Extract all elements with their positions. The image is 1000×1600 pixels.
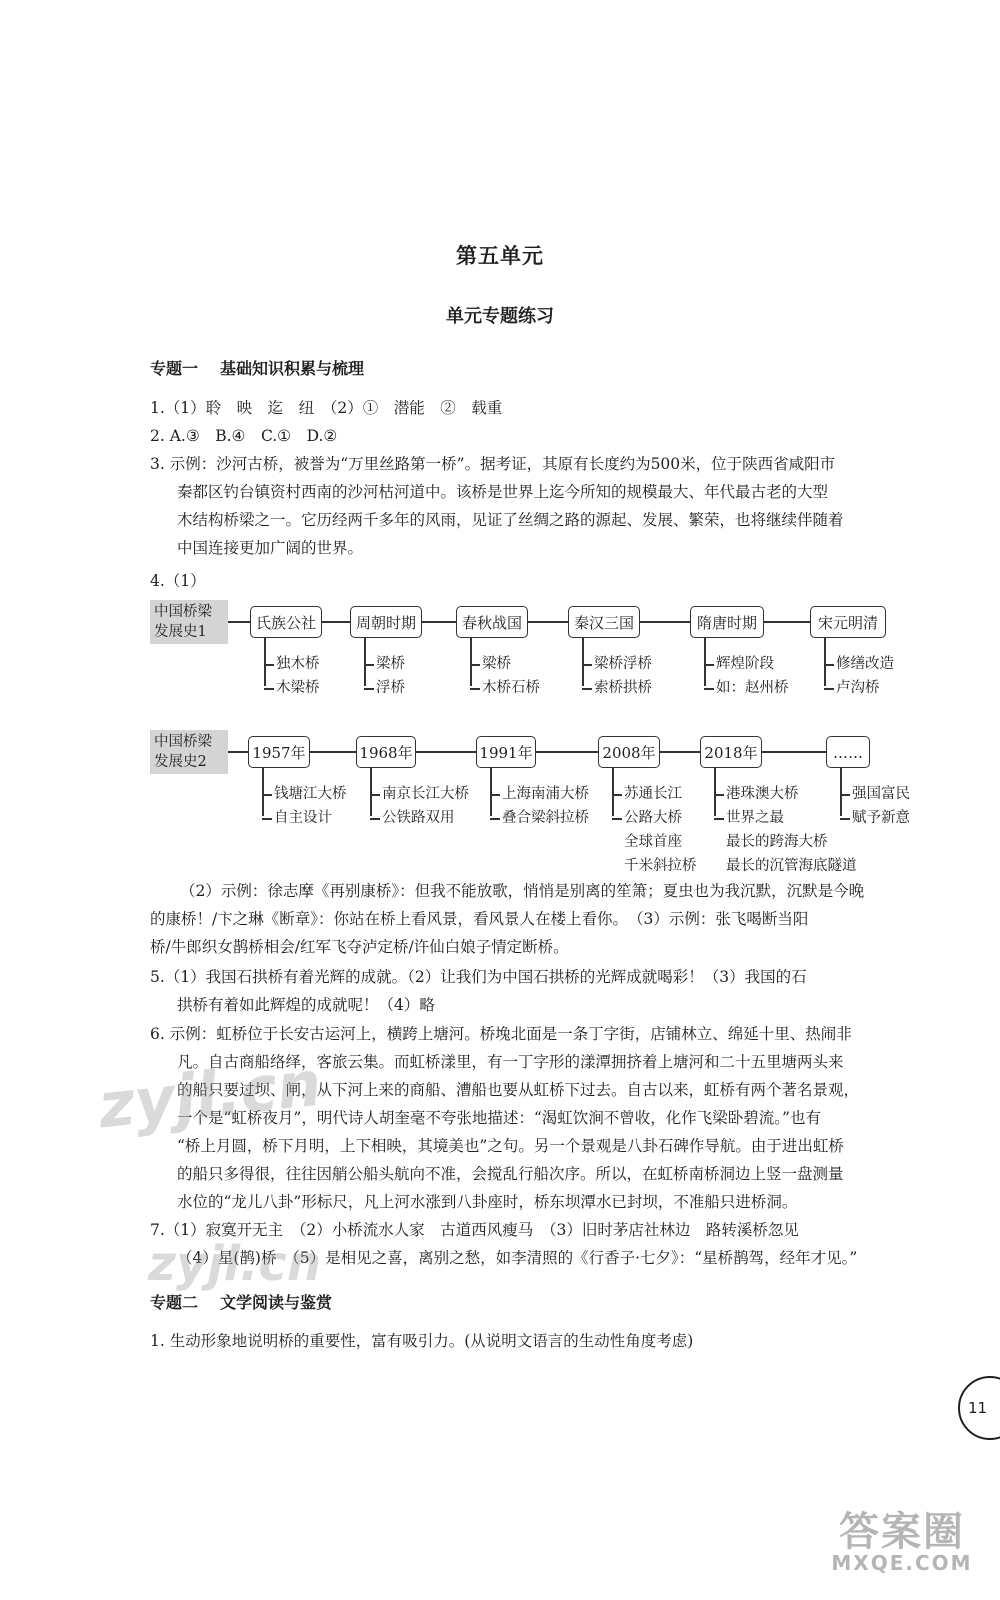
diagram-label: 中国桥梁发展史1 — [150, 600, 228, 644]
corner-logo-url: MXQE.COM — [831, 1551, 973, 1575]
answer-4-rest — [150, 877, 950, 961]
text-line: （4）星(鹊)桥 （5）是相见之喜，离别之愁，如李清照的《行香子·七夕》：“星桥鹊驾，经年才见。” — [177, 1249, 858, 1267]
timeline-sub-item: 梁桥浮桥 — [594, 656, 652, 672]
bridge-history-diagram-2 — [150, 730, 940, 874]
corner-logo-text: 答案圈 — [839, 1509, 965, 1555]
timeline-node: 氏族公社 — [250, 606, 322, 638]
corner-watermark-logo — [812, 1500, 992, 1575]
timeline-sub-item: 木桥石桥 — [482, 680, 540, 696]
timeline-sub-item: 苏通长江 — [624, 786, 682, 802]
section-name: 文学阅读与鉴赏 — [220, 1293, 333, 1312]
timeline-sub-item: 强国富民 — [852, 786, 910, 802]
timeline-sub-item: 世界之最 — [726, 810, 784, 826]
timeline-node: 2008年 — [598, 736, 660, 768]
section-heading-2 — [150, 1290, 332, 1313]
page-number: 11 — [958, 1376, 1000, 1440]
timeline-sub-item: 叠合梁斜拉桥 — [502, 810, 589, 826]
timeline-node: 1957年 — [248, 736, 310, 768]
text-line: 的船只多得很，往往因艄公船头航向不准，会搅乱行船次序。所以，在虹桥南桥洞边上竖一盘测量 — [177, 1165, 844, 1183]
text-line: 7.（1）寂寞开无主 （2）小桥流水人家 古道西风瘦马 （3）旧时茅店社林边 路转溪桥忽见 — [150, 1221, 799, 1239]
timeline-sub-item: 千米斜拉桥 — [624, 858, 697, 874]
answer-3 — [150, 450, 950, 562]
text-line: 6. 示例：虹桥位于长安古运河上，横跨上塘河。桥堍北面是一条丁字街，店铺林立、绵延十里、热闹非 — [150, 1025, 852, 1043]
timeline-sub-item: 自主设计 — [274, 810, 332, 826]
watermark-logo: zyjl.cn — [148, 1236, 321, 1292]
timeline-node: 1991年 — [476, 736, 536, 768]
text-line: “桥上月圆，桥下月明，上下相映，其境美也”之句。另一个景观是八卦石碑作导航。由于进出虹桥 — [177, 1137, 844, 1155]
timeline-sub-item: 浮桥 — [376, 680, 405, 696]
section-number: 专题二 — [150, 1293, 199, 1312]
timeline-sub-item: 公铁路双用 — [382, 810, 455, 826]
answer-5 — [150, 963, 950, 1019]
timeline-sub-item: 港珠澳大桥 — [726, 786, 799, 802]
timeline-node: 2018年 — [700, 736, 762, 768]
timeline-sub-item: 索桥拱桥 — [594, 680, 652, 696]
timeline-sub-item: 梁桥 — [482, 656, 511, 672]
timeline-sub-item: 梁桥 — [376, 656, 405, 672]
text-line: 秦都区钓台镇资村西南的沙河枯河道中。该桥是世界上迄今所知的规模最大、年代最古老的大型 — [177, 483, 829, 501]
text-line: 一个是“虹桥夜月”，明代诗人胡奎毫不夸张地描述：“渴虹饮涧不曾收，化作飞梁卧碧流。”也有 — [177, 1109, 821, 1127]
timeline-sub-item: 如：赵州桥 — [716, 680, 789, 696]
timeline-sub-item: 上海南浦大桥 — [502, 786, 589, 802]
text-line: 凡。自古商船络绎，客旅云集。而虹桥漾里，有一丁字形的漾潭拥挤着上塘河和二十五里塘两头来 — [177, 1053, 844, 1071]
bridge-history-diagram-1 — [150, 600, 940, 710]
section2-answer-1: 1. 生动形象地说明桥的重要性，富有吸引力。(从说明文语言的生动性角度考虑) — [150, 1332, 694, 1350]
timeline-sub-item: 最长的沉管海底隧道 — [726, 858, 857, 874]
answer-4-label: 4.（1） — [150, 572, 206, 590]
timeline-sub-item: 公路大桥 — [624, 810, 682, 826]
timeline-sub-item: 卢沟桥 — [836, 680, 880, 696]
text-line: （2）示例：徐志摩《再别康桥》：但我不能放歌，悄悄是别离的笙箫；夏虫也为我沉默，沉默是今晚 — [180, 882, 865, 900]
timeline-node: 1968年 — [356, 736, 416, 768]
text-line: 中国连接更加广阔的世界。 — [177, 539, 364, 557]
timeline-sub-item: 赋予新意 — [852, 810, 910, 826]
timeline-sub-item: 钱塘江大桥 — [274, 786, 347, 802]
answer-1: 1.（1）聆 映 迄 纽 （2）① 潜能 ② 载重 — [150, 399, 503, 417]
text-line: 3. 示例：沙河古桥，被誉为“万里丝路第一桥”。据考证，其原有长度约为500米，位于陕西省咸阳市 — [150, 455, 836, 473]
timeline-sub-item: 修缮改造 — [836, 656, 894, 672]
timeline-node: 春秋战国 — [456, 606, 528, 638]
diagram-label: 中国桥梁发展史2 — [150, 730, 228, 774]
text-line: 5.（1）我国石拱桥有着光辉的成就。（2）让我们为中国石拱桥的光辉成就喝彩！（3）我国的石 — [150, 968, 807, 986]
section-heading-1 — [150, 356, 364, 379]
text-line: 桥/牛郎织女鹊桥相会/红军飞夺泸定桥/许仙白娘子情定断桥。 — [150, 938, 569, 956]
timeline-node: 周朝时期 — [350, 606, 422, 638]
text-line: 的康桥！/卞之琳《断章》：你站在桥上看风景，看风景人在楼上看你。 （3）示例：张飞喝断当阳 — [150, 910, 809, 928]
text-line: 水位的“龙儿八卦”形标尺，凡上河水涨到八卦座时，桥东坝潭水已封坝，不准船只进桥洞。 — [177, 1193, 798, 1211]
timeline-sub-item: 独木桥 — [276, 656, 320, 672]
unit-title: 第五单元 — [456, 243, 544, 268]
timeline-sub-item: 木梁桥 — [276, 680, 320, 696]
text-line: 的船只要过坝、闸，从下河上来的商船、漕船也要从虹桥下过去。自古以来，虹桥有两个著名景观， — [177, 1081, 860, 1099]
timeline-node: 宋元明清 — [810, 606, 886, 638]
timeline-node: 隋唐时期 — [690, 606, 764, 638]
timeline-node: …… — [826, 736, 870, 768]
section-name: 基础知识积累与梳理 — [220, 359, 365, 378]
timeline-node: 秦汉三国 — [568, 606, 640, 638]
timeline-sub-item: 辉煌阶段 — [716, 656, 774, 672]
watermark-logo: zyjl.cn — [94, 1046, 325, 1143]
text-line: 拱桥有着如此辉煌的成就呢！（4）略 — [177, 996, 435, 1014]
unit-subtitle: 单元专题练习 — [446, 306, 554, 327]
answer-2: 2. A.③ B.④ C.① D.② — [150, 427, 338, 445]
section-number: 专题一 — [150, 359, 199, 378]
timeline-sub-item: 最长的跨海大桥 — [726, 834, 828, 850]
timeline-sub-item: 全球首座 — [624, 834, 682, 850]
timeline-sub-item: 南京长江大桥 — [382, 786, 469, 802]
text-line: 木结构桥梁之一。它历经两千多年的风雨，见证了丝绸之路的源起、发展、繁荣，也将继续伴随着 — [177, 511, 844, 529]
